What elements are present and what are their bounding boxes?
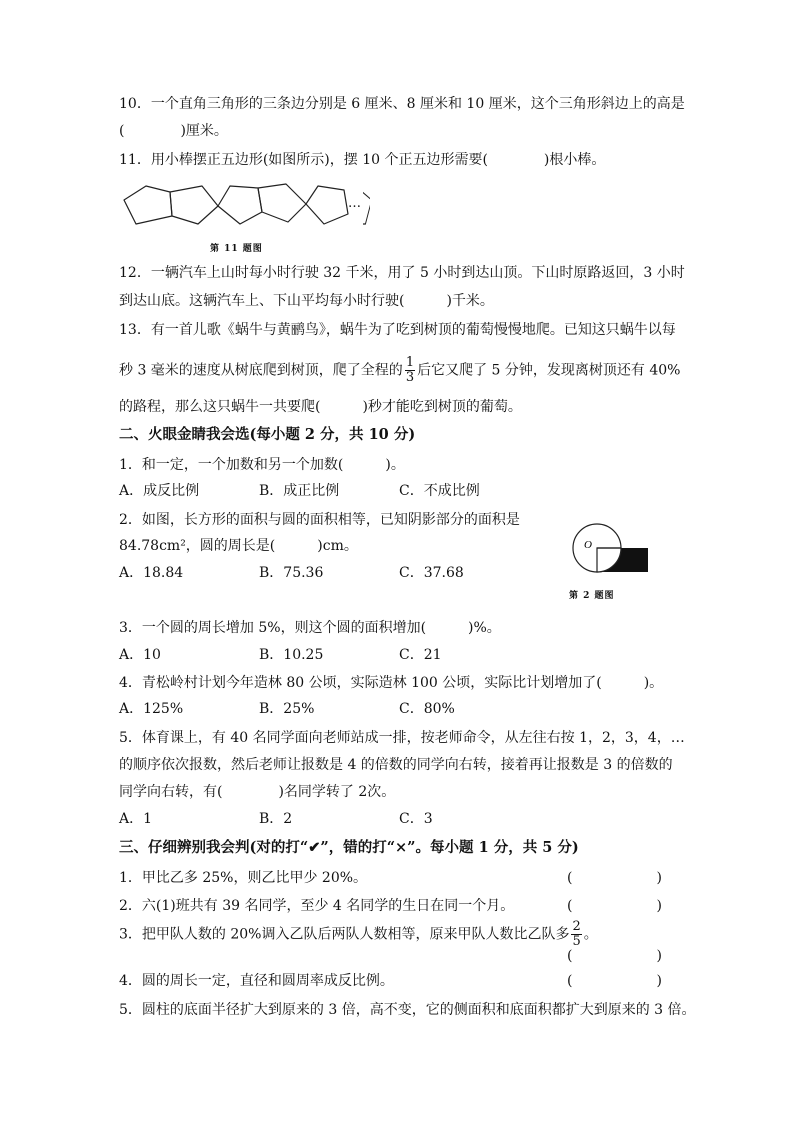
- choice-q5-line1: 5．体育课上，有 40 名同学面向老师站成一排，按老师命令，从左往右按 1，2，3，4，…: [119, 730, 685, 746]
- q13-line2: [119, 356, 680, 385]
- judge-q4-answer[interactable]: ( ): [567, 973, 662, 989]
- choice-q1-opt-c[interactable]: C．不成比例: [399, 483, 480, 499]
- judge-q3-frac-num: 2: [572, 919, 581, 934]
- judge-q2-answer[interactable]: ( ): [567, 898, 662, 914]
- q13-frac-den: 3: [405, 370, 415, 385]
- judge-q3-end: 。: [583, 926, 598, 943]
- choice-q4-opt-b[interactable]: B．25%: [259, 701, 315, 717]
- q13-frac-num: 1: [405, 355, 415, 370]
- choice-q2-line1: 2．如图，长方形的面积与圆的面积相等，已知阴影部分的面积是: [119, 512, 520, 528]
- judge-q3-text: 3．把甲队人数的 20%调入乙队后两队人数相等，原来甲队人数比乙队多: [119, 926, 570, 943]
- q13-line3: 的路程，那么这只蜗牛一共要爬( )秒才能吃到树顶的葡萄。: [119, 399, 522, 415]
- judge-q1-answer[interactable]: ( ): [567, 870, 662, 886]
- judge-q3-frac-den: 5: [572, 934, 581, 949]
- choice-q2-opt-b[interactable]: B．75.36: [259, 565, 324, 581]
- q11-figure-caption: 第 11 题图: [210, 244, 263, 254]
- section-judge-heading: 三、仔细辨别我会判(对的打“✔”，错的打“×”。每小题 1 分，共 5 分): [119, 839, 579, 856]
- choice-q5-opt-b[interactable]: B．2: [259, 811, 293, 827]
- choice-q1-opt-b[interactable]: B．成正比例: [259, 483, 340, 499]
- judge-q3: [119, 920, 598, 949]
- choice-q4-opt-a[interactable]: A．125%: [119, 701, 184, 717]
- q13-line2-start: 秒 3 毫米的速度从树底爬到树顶，爬了全程的: [119, 362, 403, 379]
- choice-q4-opt-c[interactable]: C．80%: [399, 701, 455, 717]
- judge-q3-fraction: [571, 920, 581, 949]
- circle-center-label: O: [584, 539, 592, 551]
- q13-fraction: [405, 356, 415, 385]
- choice-q5-opt-c[interactable]: C．3: [399, 811, 433, 827]
- choice-q5-line2: 的顺序依次报数，然后老师让报数是 4 的倍数的同学向右转，接着再让报数是 3 的倍数的: [119, 757, 673, 773]
- judge-q4: 4．圆的周长一定，直径和圆周率成反比例。: [119, 973, 394, 989]
- circle-rectangle-figure: [540, 518, 652, 582]
- pentagon-chain-art: [118, 178, 363, 234]
- choice-q2-opt-a[interactable]: A．18.84: [119, 565, 184, 581]
- judge-q3-answer[interactable]: ( ): [567, 948, 662, 964]
- judge-q2: 2．六(1)班共有 39 名同学，至少 4 名同学的生日在同一个月。: [119, 898, 515, 914]
- choice-q3-opt-b[interactable]: B．10.25: [259, 647, 324, 663]
- choice-q1-opt-a[interactable]: A．成反比例: [119, 483, 200, 499]
- choice-q3: 3．一个圆的周长增加 5%，则这个圆的面积增加( )%。: [119, 620, 501, 636]
- choice-q2-line2: 84.78cm²，圆的周长是( )cm。: [119, 538, 358, 554]
- choice-q4: 4．青松岭村计划今年造林 80 公顷，实际造林 100 公顷，实际比计划增加了( )。: [119, 675, 664, 691]
- q11-ellipsis: …: [348, 196, 361, 211]
- q12-line2: 到达山底。这辆汽车上、下山平均每小时行驶( )千米。: [119, 293, 494, 309]
- q2-figure-caption: 第 2 题图: [569, 591, 615, 601]
- q13-line1: 13．有一首儿歌《蜗牛与黄鹂鸟》，蜗牛为了吃到树顶的葡萄慢慢地爬。已知这只蜗牛以每: [119, 322, 676, 338]
- choice-q3-opt-c[interactable]: C．21: [399, 647, 442, 663]
- q13-line2-end: 后它又爬了 5 分钟，发现离树顶还有 40%: [417, 362, 681, 379]
- q11-text: 11．用小棒摆正五边形(如图所示)，摆 10 个正五边形需要( )根小棒。: [119, 152, 606, 168]
- choice-q2-opt-c[interactable]: C．37.68: [399, 565, 464, 581]
- q10-line1: 10．一个直角三角形的三条边分别是 6 厘米、8 厘米和 10 厘米，这个三角形斜边上的高是: [119, 96, 685, 112]
- judge-q5: 5．圆柱的底面半径扩大到原来的 3 倍，高不变，它的侧面积和底面积都扩大到原来的 3 倍。: [119, 1002, 696, 1018]
- section-choice-heading: 二、火眼金睛我会选(每小题 2 分，共 10 分): [119, 426, 416, 443]
- judge-q1: 1．甲比乙多 25%，则乙比甲少 20%。: [119, 870, 368, 886]
- q12-line1: 12．一辆汽车上山时每小时行驶 32 千米，用了 5 小时到达山顶。下山时原路返回，3 小时: [119, 265, 685, 281]
- choice-q5-line3: 同学向右转，有( )名同学转了 2次。: [119, 784, 396, 800]
- choice-q3-opt-a[interactable]: A．10: [119, 647, 161, 663]
- choice-q1: 1．和一定，一个加数和另一个加数( )。: [119, 457, 405, 473]
- q10-line2: ( )厘米。: [119, 123, 228, 139]
- choice-q5-opt-a[interactable]: A．1: [119, 811, 153, 827]
